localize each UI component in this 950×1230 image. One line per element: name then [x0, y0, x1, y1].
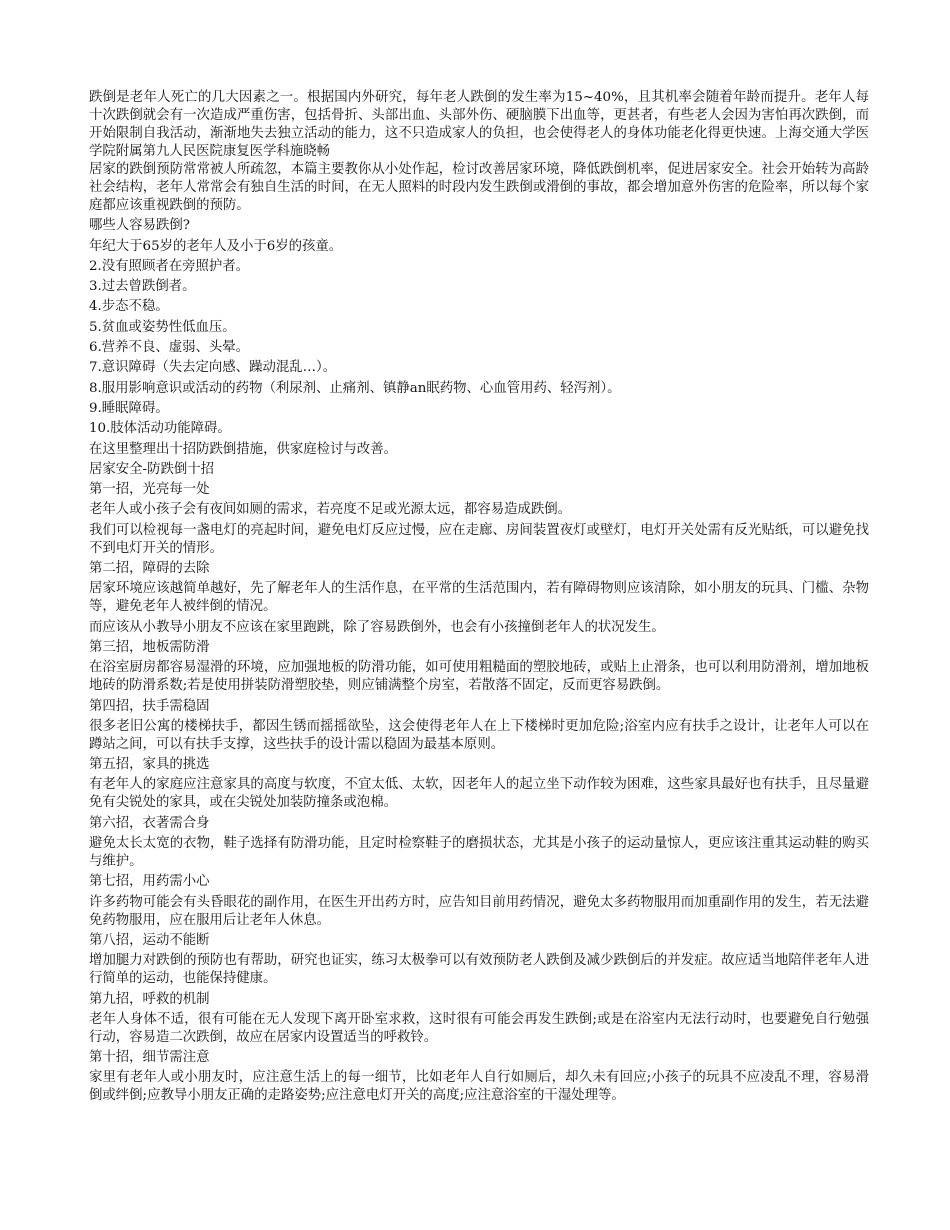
tip-1-heading: 第一招，光亮每一处: [89, 482, 210, 498]
risk-item-1: 年纪大于65岁的老年人及小于6岁的孩童。: [89, 238, 343, 254]
risk-item-3: 3.过去曾跌倒者。: [89, 279, 196, 295]
risk-item-6: 6.营养不良、虚弱、头晕。: [89, 340, 250, 356]
tip-6-heading: 第六招，衣著需合身: [89, 815, 210, 831]
risk-item-7: 7.意识障碍（失去定向感、躁动混乱…）。: [89, 360, 337, 376]
document-body: [89, 89, 869, 1108]
tip-1-text: 老年人或小孩子会有夜间如厕的需求，若亮度不足或光源太远，都容易造成跌倒。: [89, 502, 572, 518]
tip-9-heading: 第九招，呼救的机制: [89, 991, 210, 1007]
measures-intro: 在这里整理出十招防跌倒措施，供家庭检讨与改善。: [89, 441, 397, 457]
tip-2-heading: 第二招，障碍的去除: [89, 561, 210, 577]
tip-6-text: 避免太长太宽的衣物，鞋子选择有防滑功能，且定时检察鞋子的磨损状态，尤其是小孩子的运动量惊人，更应该注重其运动鞋的购买与维护。: [89, 836, 869, 870]
section-heading-ten-tips: 居家安全-防跌倒十招: [89, 461, 215, 477]
tip-7-text: 许多药物可能会有头昏眼花的副作用，在医生开出药方时，应告知目前用药情况，避免太多药物服用而加重副作用的发生，若无法避免药物服用，应在服用后让老年人休息。: [89, 894, 869, 928]
section-heading-who-falls: 哪些人容易跌倒?: [89, 218, 190, 234]
tip-2-text: 居家环境应该越简单越好，先了解老年人的生活作息，在平常的生活范围内，若有障碍物则应该清除，如小朋友的玩具、门槛、杂物等，避免老年人被绊倒的情况。: [89, 581, 869, 615]
tip-4-text: 很多老旧公寓的楼梯扶手，都因生锈而摇摇欲坠，这会使得老年人在上下楼梯时更加危险;浴室内应有扶手之设计，让老年人可以在蹲站之间，可以有扶手支撑，这些扶手的设计需以稳固为最基本原则。: [89, 718, 869, 752]
tip-8-text: 增加腿力对跌倒的预防也有帮助，研究也证实，练习太极拳可以有效预防老人跌倒及减少跌倒后的并发症。故应适当地陪伴老年人进行简单的运动，也能保持健康。: [89, 953, 869, 987]
risk-item-2: 2.没有照顾者在旁照护者。: [89, 258, 250, 274]
risk-item-4: 4.步态不稳。: [89, 299, 169, 315]
tip-5-text: 有老年人的家庭应注意家具的高度与软度，不宜太低、太软，因老年人的起立坐下动作较为困难，这些家具最好也有扶手，且尽量避免有尖锐处的家具，或在尖锐处加装防撞条或泡棉。: [89, 777, 869, 811]
tip-10-heading: 第十招，细节需注意: [89, 1050, 210, 1066]
tip-4-heading: 第四招，扶手需稳固: [89, 698, 210, 714]
tip-10-text: 家里有老年人或小朋友时，应注意生活上的每一细节，比如老年人自行如厕后，却久未有回应;小孩子的玩具不应凌乱不理，容易滑倒或绊倒;应教导小朋友正确的走路姿势;应注意电灯开关的高度;应注意浴室的干湿处理等。: [89, 1070, 869, 1104]
tip-1-text-2: 我们可以检视每一盏电灯的亮起时间，避免电灯反应过慢，应在走廊、房间装置夜灯或壁灯，电灯开关处需有反光贴纸，可以避免找不到电灯开关的情形。: [89, 522, 869, 556]
intro-paragraph-2: 居家的跌倒预防常常被人所疏忽，本篇主要教你从小处作起，检讨改善居家环境，降低跌倒机率，促进居家安全。社会开始转为高龄社会结构，老年人常常会有独自生活的时间，在无人照料的时段内发生跌倒或滑倒的事故，都会增加意外伤害的危险率，所以每个家庭都应该重视跌倒的预防。: [89, 162, 869, 213]
tip-8-heading: 第八招，运动不能断: [89, 932, 210, 948]
tip-7-heading: 第七招，用药需小心: [89, 874, 210, 890]
intro-paragraph: 跌倒是老年人死亡的几大因素之一。根据国内外研究，每年老人跌倒的发生率为15~40%，且其机率会随着年龄而提升。老年人每十次跌倒就会有一次造成严重伤害，包括骨折、头部出血、头部外伤、硬脑膜下出血等，更甚者，有些老人会因为害怕再次跌倒，而开始限制自我活动，渐渐地失去独立活动的能力，这不只造成家人的负担，也会使得老人的身体功能老化得更快速。上海交通大学医学院附属第九人民医院康复医学科施晓畅: [89, 90, 869, 159]
risk-item-9: 9.睡眠障碍。: [89, 400, 169, 416]
tip-9-text: 老年人身体不适，很有可能在无人发现下离开卧室求救，这时很有可能会再发生跌倒;或是在浴室内无法行动时，也要避免自行勉强行动，容易造二次跌倒，故应在居家内设置适当的呼救铃。: [89, 1011, 869, 1045]
risk-item-8: 8.服用影响意识或活动的药物（利尿剂、止痛剂、镇静an眠药物、心血管用药、轻泻剂）。: [89, 380, 621, 396]
risk-item-10: 10.肢体活动功能障碍。: [89, 421, 231, 437]
tip-5-heading: 第五招，家具的挑选: [89, 757, 210, 773]
tip-3-text: 在浴室厨房都容易湿滑的环境，应加强地板的防滑功能，如可使用粗糙面的塑胶地砖，或贴上止滑条，也可以利用防滑剂，增加地板地砖的防滑系数;若是使用拼装防滑塑胶垫，则应铺满整个房室，若散落不固定，反而更容易跌倒。: [89, 660, 869, 694]
risk-item-5: 5.贫血或姿势性低血压。: [89, 319, 236, 335]
tip-2-text-2: 而应该从小教导小朋友不应该在家里跑跳，除了容易跌倒外，也会有小孩撞倒老年人的状况发生。: [89, 619, 665, 635]
tip-3-heading: 第三招，地板需防滑: [89, 639, 210, 655]
